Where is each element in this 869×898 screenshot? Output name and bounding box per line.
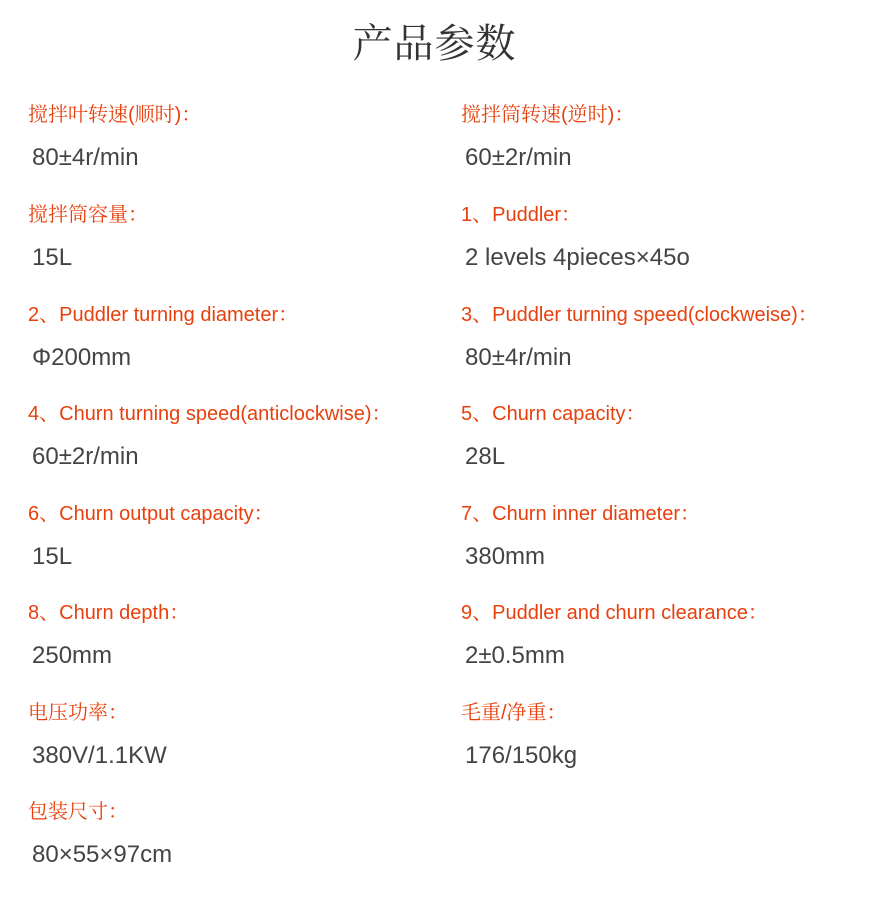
- param-value: 80×55×97cm: [32, 841, 173, 868]
- param-value: 60±2r/min: [32, 443, 139, 470]
- param-value: 80±4r/min: [32, 144, 139, 171]
- param-value: Φ200mm: [32, 344, 132, 371]
- page-title: 产品参数: [352, 21, 517, 67]
- param-value: 2±0.5mm: [465, 642, 565, 669]
- param-label: 搅拌筒转速(逆时)：: [461, 104, 635, 126]
- param-label: 9、Puddler and churn clearance：: [461, 602, 768, 624]
- param-label: 7、Churn inner diameter：: [461, 503, 700, 525]
- param-puddler-turning-diameter: [28, 300, 448, 390]
- param-label: 包装尺寸：: [28, 801, 128, 823]
- param-label: 毛重/净重：: [461, 702, 567, 724]
- param-puddler-churn-clearance: [461, 598, 869, 688]
- param-churn-output-capacity: [28, 499, 448, 589]
- param-value: 28L: [465, 443, 506, 470]
- param-drum-speed: [461, 100, 869, 190]
- param-value: 60±2r/min: [465, 144, 572, 171]
- param-value: 250mm: [32, 642, 113, 669]
- param-label: 搅拌叶转速(顺时)：: [28, 104, 202, 126]
- param-churn-capacity: [461, 399, 869, 489]
- param-label: 搅拌筒容量：: [28, 204, 148, 226]
- param-label: 2、Puddler turning diameter：: [28, 304, 299, 326]
- param-value: 2 levels 4pieces×45o: [465, 244, 690, 271]
- param-value: 80±4r/min: [465, 344, 572, 371]
- param-value: 380V/1.1KW: [32, 742, 167, 769]
- param-drum-capacity: [28, 200, 448, 290]
- param-value: 15L: [32, 244, 73, 271]
- param-label: 5、Churn capacity：: [461, 403, 646, 425]
- param-label: 3、Puddler turning speed(clockweise)：: [461, 304, 818, 326]
- param-label: 4、Churn turning speed(anticlockwise)：: [28, 403, 392, 425]
- param-churn-depth: [28, 598, 448, 688]
- param-value: 15L: [32, 543, 73, 570]
- param-label: 8、Churn depth：: [28, 602, 190, 624]
- param-churn-turning-speed: [28, 399, 448, 489]
- param-puddler-turning-speed: [461, 300, 869, 390]
- param-voltage-power: [28, 698, 448, 788]
- param-puddler: [461, 200, 869, 290]
- param-label: 电压功率：: [28, 702, 128, 724]
- param-label: 1、Puddler：: [461, 204, 582, 226]
- param-value: 176/150kg: [465, 742, 578, 769]
- param-blade-speed: [28, 100, 448, 190]
- param-package-size: [28, 797, 448, 887]
- param-value: 380mm: [465, 543, 546, 570]
- param-gross-net-weight: [461, 698, 869, 788]
- param-label: 6、Churn output capacity：: [28, 503, 274, 525]
- param-churn-inner-diameter: [461, 499, 869, 589]
